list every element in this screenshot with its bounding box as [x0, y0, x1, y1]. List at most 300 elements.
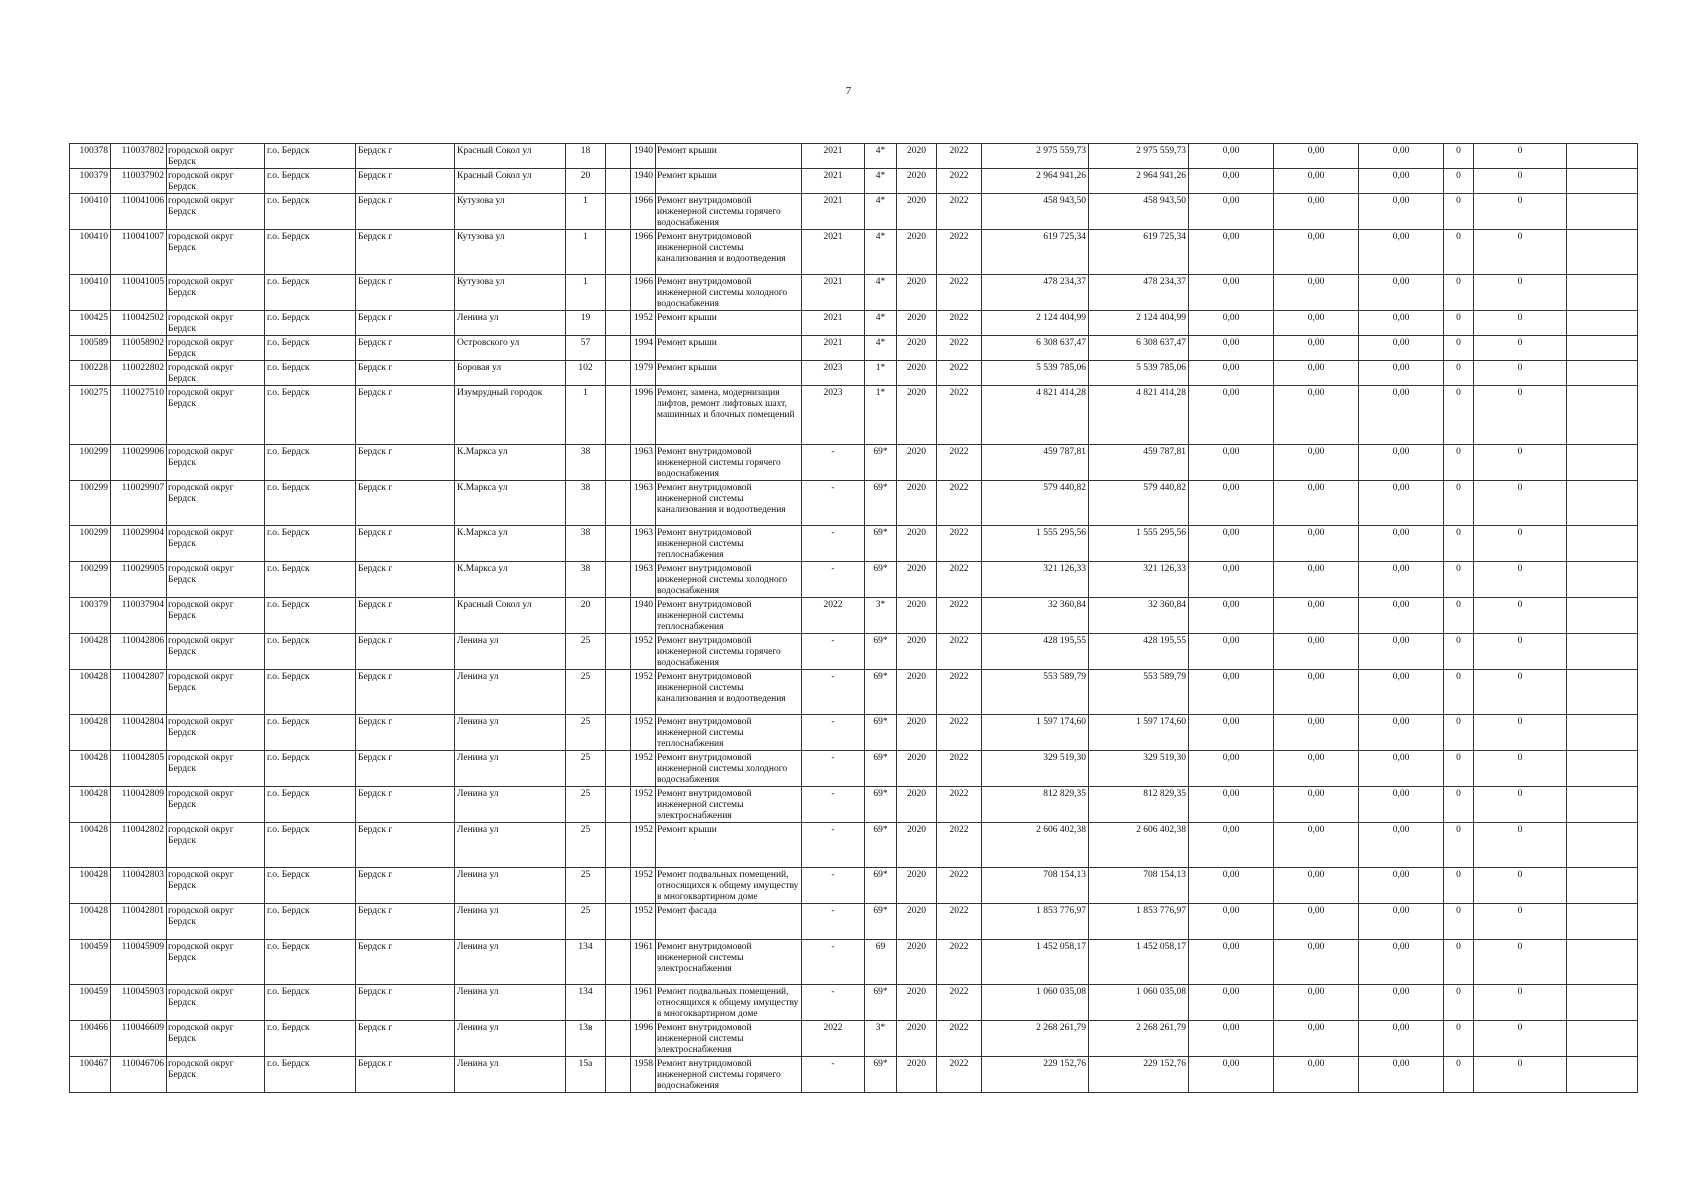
cell-cost-federal: 0,00 — [1189, 1057, 1274, 1093]
cell-note — [1567, 715, 1638, 751]
cell-municipal-district: городской округ Бердск — [167, 386, 265, 445]
cell-start-year: 2020 — [897, 361, 937, 386]
cell-cost-fund: 459 787,81 — [1089, 445, 1189, 481]
cell-building — [606, 868, 631, 904]
cell-cost-regional: 0,00 — [1274, 275, 1359, 311]
cell-locality: Бердск г — [356, 275, 455, 311]
cell-cost-local: 0,00 — [1359, 634, 1444, 670]
cell-work-type: Ремонт крыши — [656, 169, 802, 194]
cell-cost-other: 0 — [1474, 598, 1567, 634]
cell-house-code: 100459 — [70, 985, 111, 1021]
cell-street: Кутузова ул — [455, 194, 566, 230]
cell-cost-local: 0,00 — [1359, 445, 1444, 481]
table-row — [70, 562, 1638, 598]
cell-municipal-district: городской округ Бердск — [167, 598, 265, 634]
cell-year-built: 1963 — [631, 481, 656, 526]
cell-end-year: 2022 — [937, 868, 982, 904]
cell-house-number: 15а — [566, 1057, 606, 1093]
cell-list-number: 69* — [865, 868, 897, 904]
cell-program-code: 110037802 — [111, 144, 167, 169]
cell-work-type: Ремонт внутридомовой инженерной системы теплоснабжения — [656, 526, 802, 562]
cell-list-number: 4* — [865, 169, 897, 194]
cell-municipal-unit: г.о. Бердск — [265, 361, 356, 386]
cell-building — [606, 985, 631, 1021]
cell-street: К.Маркса ул — [455, 445, 566, 481]
cell-cost-fund: 619 725,34 — [1089, 230, 1189, 275]
cell-cost-owners: 0 — [1444, 670, 1474, 715]
cell-end-year: 2022 — [937, 562, 982, 598]
cell-municipal-unit: г.о. Бердск — [265, 940, 356, 985]
cell-cost-federal: 0,00 — [1189, 715, 1274, 751]
table-row — [70, 169, 1638, 194]
cell-cost-regional: 0,00 — [1274, 823, 1359, 868]
cell-total-cost: 5 539 785,06 — [982, 361, 1089, 386]
cell-locality: Бердск г — [356, 336, 455, 361]
cell-cost-federal: 0,00 — [1189, 481, 1274, 526]
cell-street: Ленина ул — [455, 985, 566, 1021]
cell-cost-fund: 1 597 174,60 — [1089, 715, 1189, 751]
cell-house-number: 1 — [566, 275, 606, 311]
cell-cost-fund: 2 964 941,26 — [1089, 169, 1189, 194]
cell-municipal-unit: г.о. Бердск — [265, 144, 356, 169]
cell-locality: Бердск г — [356, 230, 455, 275]
cell-program-code: 110042502 — [111, 311, 167, 336]
cell-list-number: 69 — [865, 940, 897, 985]
cell-total-cost: 708 154,13 — [982, 868, 1089, 904]
cell-street: Ленина ул — [455, 904, 566, 940]
cell-municipal-district: городской округ Бердск — [167, 670, 265, 715]
cell-cost-federal: 0,00 — [1189, 336, 1274, 361]
cell-cost-regional: 0,00 — [1274, 481, 1359, 526]
cell-year-built: 1952 — [631, 670, 656, 715]
cell-municipal-unit: г.о. Бердск — [265, 311, 356, 336]
table-row — [70, 194, 1638, 230]
cell-cost-owners: 0 — [1444, 311, 1474, 336]
cell-municipal-unit: г.о. Бердск — [265, 481, 356, 526]
cell-total-cost: 1 597 174,60 — [982, 715, 1089, 751]
cell-total-cost: 229 152,76 — [982, 1057, 1089, 1093]
cell-municipal-district: городской округ Бердск — [167, 904, 265, 940]
cell-year-planned: - — [802, 715, 865, 751]
cell-total-cost: 579 440,82 — [982, 481, 1089, 526]
cell-year-planned: - — [802, 670, 865, 715]
cell-work-type: Ремонт крыши — [656, 311, 802, 336]
cell-building — [606, 787, 631, 823]
cell-cost-federal: 0,00 — [1189, 386, 1274, 445]
table-row — [70, 361, 1638, 386]
cell-work-type: Ремонт внутридомовой инженерной системы теплоснабжения — [656, 598, 802, 634]
cell-start-year: 2020 — [897, 336, 937, 361]
cell-year-built: 1996 — [631, 1021, 656, 1057]
cell-note — [1567, 1021, 1638, 1057]
cell-end-year: 2022 — [937, 311, 982, 336]
cell-program-code: 110041007 — [111, 230, 167, 275]
cell-cost-fund: 2 606 402,38 — [1089, 823, 1189, 868]
cell-list-number: 69* — [865, 481, 897, 526]
cell-program-code: 110041005 — [111, 275, 167, 311]
cell-house-code: 100428 — [70, 751, 111, 787]
cell-year-built: 1963 — [631, 445, 656, 481]
cell-cost-regional: 0,00 — [1274, 169, 1359, 194]
cell-year-planned: 2021 — [802, 144, 865, 169]
cell-cost-other: 0 — [1474, 275, 1567, 311]
cell-house-code: 100428 — [70, 868, 111, 904]
cell-cost-federal: 0,00 — [1189, 634, 1274, 670]
cell-work-type: Ремонт внутридомовой инженерной системы электроснабжения — [656, 1021, 802, 1057]
cell-start-year: 2020 — [897, 445, 937, 481]
cell-work-type: Ремонт внутридомовой инженерной системы канализования и водоотведения — [656, 670, 802, 715]
cell-note — [1567, 194, 1638, 230]
cell-total-cost: 1 452 058,17 — [982, 940, 1089, 985]
cell-work-type: Ремонт крыши — [656, 823, 802, 868]
cell-house-code: 100428 — [70, 787, 111, 823]
cell-municipal-district: городской округ Бердск — [167, 634, 265, 670]
cell-cost-regional: 0,00 — [1274, 230, 1359, 275]
cell-cost-local: 0,00 — [1359, 562, 1444, 598]
table-row — [70, 1021, 1638, 1057]
cell-municipal-district: городской округ Бердск — [167, 940, 265, 985]
cell-locality: Бердск г — [356, 526, 455, 562]
cell-cost-fund: 5 539 785,06 — [1089, 361, 1189, 386]
cell-note — [1567, 670, 1638, 715]
cell-end-year: 2022 — [937, 230, 982, 275]
cell-cost-federal: 0,00 — [1189, 985, 1274, 1021]
cell-cost-owners: 0 — [1444, 230, 1474, 275]
cell-year-built: 1940 — [631, 598, 656, 634]
cell-municipal-district: городской округ Бердск — [167, 868, 265, 904]
cell-work-type: Ремонт внутридомовой инженерной системы горячего водоснабжения — [656, 634, 802, 670]
cell-year-planned: 2022 — [802, 598, 865, 634]
cell-year-planned: 2023 — [802, 386, 865, 445]
cell-year-planned: 2022 — [802, 1021, 865, 1057]
cell-locality: Бердск г — [356, 562, 455, 598]
cell-note — [1567, 311, 1638, 336]
cell-building — [606, 311, 631, 336]
cell-start-year: 2020 — [897, 1021, 937, 1057]
table-row — [70, 940, 1638, 985]
cell-program-code: 110027510 — [111, 386, 167, 445]
cell-work-type: Ремонт внутридомовой инженерной системы холодного водоснабжения — [656, 275, 802, 311]
cell-total-cost: 428 195,55 — [982, 634, 1089, 670]
cell-note — [1567, 230, 1638, 275]
cell-list-number: 69* — [865, 823, 897, 868]
cell-year-built: 1952 — [631, 787, 656, 823]
cell-start-year: 2020 — [897, 634, 937, 670]
cell-cost-regional: 0,00 — [1274, 562, 1359, 598]
cell-year-built: 1963 — [631, 526, 656, 562]
cell-year-built: 1979 — [631, 361, 656, 386]
cell-note — [1567, 336, 1638, 361]
cell-municipal-district: городской округ Бердск — [167, 715, 265, 751]
cell-cost-federal: 0,00 — [1189, 445, 1274, 481]
cell-end-year: 2022 — [937, 526, 982, 562]
cell-cost-other: 0 — [1474, 194, 1567, 230]
cell-note — [1567, 386, 1638, 445]
cell-cost-fund: 1 853 776,97 — [1089, 904, 1189, 940]
cell-work-type: Ремонт внутридомовой инженерной системы холодного водоснабжения — [656, 751, 802, 787]
table-row — [70, 1057, 1638, 1093]
cell-cost-fund: 2 975 559,73 — [1089, 144, 1189, 169]
cell-cost-local: 0,00 — [1359, 751, 1444, 787]
cell-cost-other: 0 — [1474, 751, 1567, 787]
cell-house-number: 25 — [566, 715, 606, 751]
cell-work-type: Ремонт крыши — [656, 144, 802, 169]
cell-list-number: 4* — [865, 336, 897, 361]
cell-total-cost: 4 821 414,28 — [982, 386, 1089, 445]
cell-note — [1567, 562, 1638, 598]
cell-cost-federal: 0,00 — [1189, 526, 1274, 562]
cell-municipal-district: городской округ Бердск — [167, 361, 265, 386]
cell-list-number: 4* — [865, 275, 897, 311]
cell-cost-other: 0 — [1474, 904, 1567, 940]
cell-street: К.Маркса ул — [455, 562, 566, 598]
cell-start-year: 2020 — [897, 386, 937, 445]
cell-house-code: 100466 — [70, 1021, 111, 1057]
cell-start-year: 2020 — [897, 144, 937, 169]
cell-start-year: 2020 — [897, 311, 937, 336]
cell-house-number: 1 — [566, 230, 606, 275]
cell-street: Ленина ул — [455, 1021, 566, 1057]
cell-street: Красный Сокол ул — [455, 169, 566, 194]
cell-program-code: 110042806 — [111, 634, 167, 670]
cell-house-number: 38 — [566, 562, 606, 598]
cell-house-code: 100425 — [70, 311, 111, 336]
cell-year-planned: - — [802, 868, 865, 904]
cell-program-code: 110022802 — [111, 361, 167, 386]
cell-street: Ленина ул — [455, 823, 566, 868]
cell-year-planned: 2021 — [802, 169, 865, 194]
cell-year-built: 1966 — [631, 275, 656, 311]
cell-program-code: 110045909 — [111, 940, 167, 985]
cell-cost-federal: 0,00 — [1189, 823, 1274, 868]
cell-house-code: 100410 — [70, 194, 111, 230]
cell-list-number: 69* — [865, 787, 897, 823]
table-row — [70, 526, 1638, 562]
cell-municipal-unit: г.о. Бердск — [265, 985, 356, 1021]
cell-start-year: 2020 — [897, 868, 937, 904]
cell-cost-owners: 0 — [1444, 868, 1474, 904]
cell-municipal-district: городской округ Бердск — [167, 194, 265, 230]
cell-street: Ленина ул — [455, 670, 566, 715]
cell-year-planned: 2021 — [802, 230, 865, 275]
cell-list-number: 3* — [865, 598, 897, 634]
cell-cost-other: 0 — [1474, 868, 1567, 904]
cell-building — [606, 230, 631, 275]
cell-house-number: 102 — [566, 361, 606, 386]
cell-cost-owners: 0 — [1444, 787, 1474, 823]
cell-municipal-district: городской округ Бердск — [167, 526, 265, 562]
cell-cost-regional: 0,00 — [1274, 386, 1359, 445]
cell-note — [1567, 868, 1638, 904]
cell-house-code: 100228 — [70, 361, 111, 386]
cell-list-number: 4* — [865, 311, 897, 336]
cell-house-number: 134 — [566, 940, 606, 985]
cell-locality: Бердск г — [356, 634, 455, 670]
cell-start-year: 2020 — [897, 751, 937, 787]
cell-total-cost: 2 606 402,38 — [982, 823, 1089, 868]
cell-note — [1567, 985, 1638, 1021]
cell-municipal-unit: г.о. Бердск — [265, 715, 356, 751]
cell-house-code: 100299 — [70, 481, 111, 526]
cell-cost-regional: 0,00 — [1274, 985, 1359, 1021]
cell-building — [606, 904, 631, 940]
cell-cost-owners: 0 — [1444, 562, 1474, 598]
cell-cost-owners: 0 — [1444, 940, 1474, 985]
cell-end-year: 2022 — [937, 634, 982, 670]
cell-note — [1567, 361, 1638, 386]
cell-cost-local: 0,00 — [1359, 526, 1444, 562]
cell-start-year: 2020 — [897, 787, 937, 823]
cell-note — [1567, 904, 1638, 940]
cell-municipal-unit: г.о. Бердск — [265, 336, 356, 361]
cell-locality: Бердск г — [356, 311, 455, 336]
cell-cost-fund: 4 821 414,28 — [1089, 386, 1189, 445]
cell-house-code: 100299 — [70, 526, 111, 562]
cell-house-code: 100275 — [70, 386, 111, 445]
cell-building — [606, 751, 631, 787]
cell-cost-local: 0,00 — [1359, 670, 1444, 715]
cell-building — [606, 445, 631, 481]
cell-building — [606, 361, 631, 386]
cell-program-code: 110042801 — [111, 904, 167, 940]
cell-cost-regional: 0,00 — [1274, 868, 1359, 904]
cell-cost-regional: 0,00 — [1274, 670, 1359, 715]
cell-municipal-unit: г.о. Бердск — [265, 751, 356, 787]
cell-total-cost: 2 268 261,79 — [982, 1021, 1089, 1057]
cell-municipal-district: городской округ Бердск — [167, 823, 265, 868]
cell-municipal-unit: г.о. Бердск — [265, 868, 356, 904]
cell-end-year: 2022 — [937, 985, 982, 1021]
cell-total-cost: 1 060 035,08 — [982, 985, 1089, 1021]
cell-end-year: 2022 — [937, 386, 982, 445]
cell-street: Ленина ул — [455, 751, 566, 787]
cell-total-cost: 321 126,33 — [982, 562, 1089, 598]
cell-building — [606, 940, 631, 985]
cell-house-code: 100459 — [70, 940, 111, 985]
cell-cost-local: 0,00 — [1359, 194, 1444, 230]
cell-locality: Бердск г — [356, 144, 455, 169]
table-row — [70, 598, 1638, 634]
cell-house-code: 100378 — [70, 144, 111, 169]
cell-cost-local: 0,00 — [1359, 481, 1444, 526]
cell-year-built: 1994 — [631, 336, 656, 361]
cell-street: К.Маркса ул — [455, 526, 566, 562]
cell-year-planned: - — [802, 787, 865, 823]
cell-house-code: 100428 — [70, 634, 111, 670]
cell-cost-federal: 0,00 — [1189, 868, 1274, 904]
cell-program-code: 110042807 — [111, 670, 167, 715]
cell-cost-local: 0,00 — [1359, 230, 1444, 275]
cell-cost-regional: 0,00 — [1274, 311, 1359, 336]
cell-cost-other: 0 — [1474, 634, 1567, 670]
cell-program-code: 110042805 — [111, 751, 167, 787]
cell-cost-owners: 0 — [1444, 526, 1474, 562]
cell-building — [606, 336, 631, 361]
cell-cost-fund: 708 154,13 — [1089, 868, 1189, 904]
cell-program-code: 110042802 — [111, 823, 167, 868]
table-row — [70, 787, 1638, 823]
cell-house-code: 100589 — [70, 336, 111, 361]
cell-cost-other: 0 — [1474, 386, 1567, 445]
cell-total-cost: 6 308 637,47 — [982, 336, 1089, 361]
cell-year-planned: - — [802, 634, 865, 670]
cell-municipal-district: городской округ Бердск — [167, 481, 265, 526]
cell-program-code: 110029905 — [111, 562, 167, 598]
cell-cost-local: 0,00 — [1359, 1021, 1444, 1057]
cell-cost-regional: 0,00 — [1274, 144, 1359, 169]
cell-cost-fund: 553 589,79 — [1089, 670, 1189, 715]
cell-house-code: 100410 — [70, 275, 111, 311]
cell-municipal-unit: г.о. Бердск — [265, 386, 356, 445]
cell-municipal-district: городской округ Бердск — [167, 1021, 265, 1057]
table-row — [70, 670, 1638, 715]
cell-cost-regional: 0,00 — [1274, 445, 1359, 481]
cell-cost-other: 0 — [1474, 169, 1567, 194]
cell-cost-owners: 0 — [1444, 386, 1474, 445]
cell-street: Красный Сокол ул — [455, 598, 566, 634]
cell-start-year: 2020 — [897, 275, 937, 311]
cell-list-number: 69* — [865, 634, 897, 670]
cell-municipal-district: городской округ Бердск — [167, 311, 265, 336]
cell-cost-federal: 0,00 — [1189, 311, 1274, 336]
cell-end-year: 2022 — [937, 598, 982, 634]
cell-locality: Бердск г — [356, 386, 455, 445]
cell-cost-other: 0 — [1474, 230, 1567, 275]
cell-cost-other: 0 — [1474, 445, 1567, 481]
cell-house-number: 1 — [566, 194, 606, 230]
cell-end-year: 2022 — [937, 670, 982, 715]
cell-cost-fund: 812 829,35 — [1089, 787, 1189, 823]
cell-start-year: 2020 — [897, 481, 937, 526]
cell-building — [606, 715, 631, 751]
table-row — [70, 311, 1638, 336]
cell-list-number: 3* — [865, 1021, 897, 1057]
cell-municipal-unit: г.о. Бердск — [265, 445, 356, 481]
cell-house-number: 38 — [566, 445, 606, 481]
cell-cost-regional: 0,00 — [1274, 194, 1359, 230]
cell-house-number: 38 — [566, 481, 606, 526]
cell-cost-federal: 0,00 — [1189, 169, 1274, 194]
cell-note — [1567, 526, 1638, 562]
cell-municipal-unit: г.о. Бердск — [265, 562, 356, 598]
cell-locality: Бердск г — [356, 940, 455, 985]
cell-cost-owners: 0 — [1444, 336, 1474, 361]
cell-cost-owners: 0 — [1444, 1021, 1474, 1057]
cell-cost-fund: 321 126,33 — [1089, 562, 1189, 598]
cell-start-year: 2020 — [897, 562, 937, 598]
cell-house-code: 100379 — [70, 598, 111, 634]
cell-note — [1567, 751, 1638, 787]
cell-cost-local: 0,00 — [1359, 311, 1444, 336]
cell-list-number: 69* — [865, 1057, 897, 1093]
cell-municipal-unit: г.о. Бердск — [265, 526, 356, 562]
cell-cost-owners: 0 — [1444, 275, 1474, 311]
cell-cost-other: 0 — [1474, 1021, 1567, 1057]
cell-cost-owners: 0 — [1444, 169, 1474, 194]
cell-year-built: 1952 — [631, 715, 656, 751]
cell-cost-regional: 0,00 — [1274, 526, 1359, 562]
table-row — [70, 336, 1638, 361]
cell-municipal-unit: г.о. Бердск — [265, 670, 356, 715]
cell-year-built: 1940 — [631, 169, 656, 194]
table-row — [70, 230, 1638, 275]
cell-building — [606, 194, 631, 230]
cell-note — [1567, 144, 1638, 169]
cell-street: Ленина ул — [455, 311, 566, 336]
cell-start-year: 2020 — [897, 670, 937, 715]
cell-year-planned: 2023 — [802, 361, 865, 386]
cell-list-number: 1* — [865, 361, 897, 386]
